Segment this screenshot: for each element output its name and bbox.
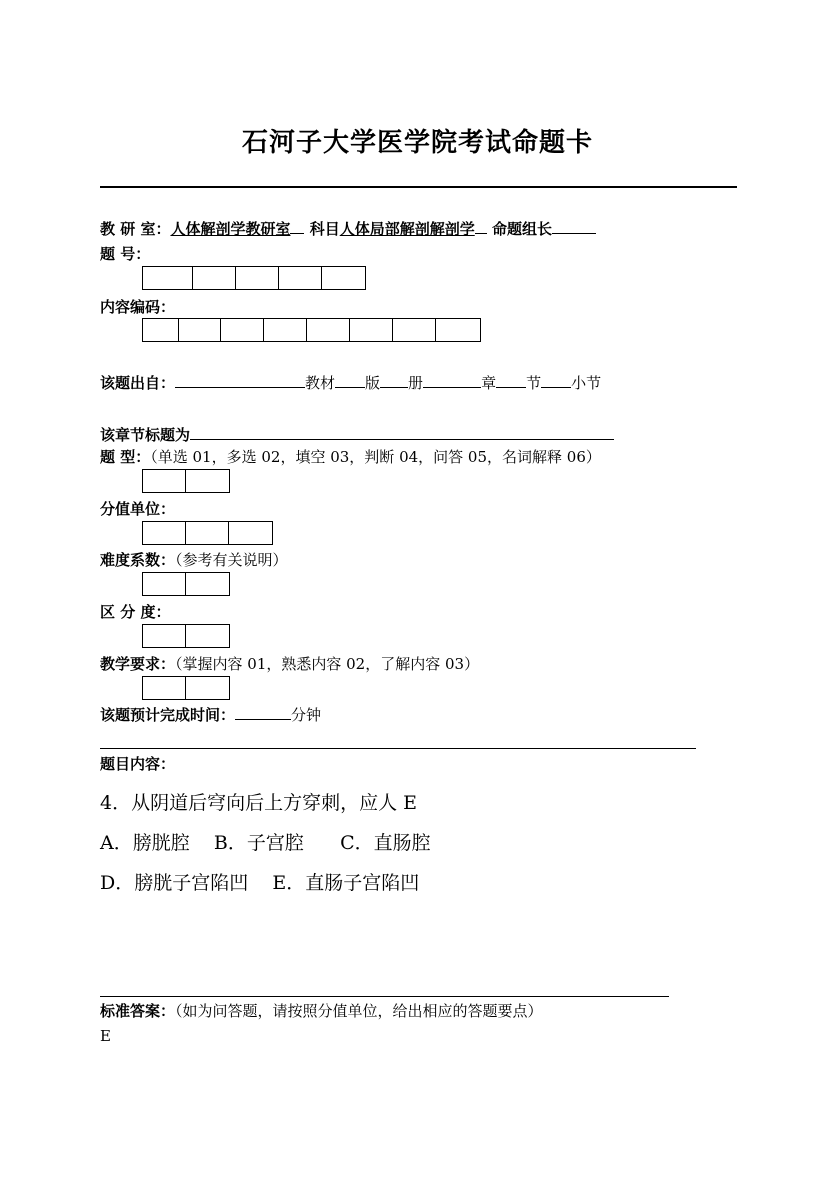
box-cell[interactable]: [236, 267, 279, 289]
box-cell[interactable]: [186, 625, 229, 647]
edition-field[interactable]: [380, 373, 408, 388]
source-field[interactable]: [175, 373, 305, 388]
volume-text: 册: [408, 374, 424, 392]
title-divider: [100, 186, 737, 188]
subject-value: 人体局部解剖解剖学: [339, 220, 475, 238]
box-cell[interactable]: [186, 522, 228, 544]
question-type-label: 题 型：: [100, 448, 151, 466]
source-row: [100, 372, 601, 393]
question-options-line2: D．膀胱子宫陷凹 E．直肠子宫陷凹: [100, 872, 420, 894]
header-row: [100, 218, 596, 239]
box-cell[interactable]: [186, 470, 229, 492]
box-cell[interactable]: [143, 677, 186, 699]
time-unit: 分钟: [291, 706, 322, 724]
chapter-title-label: 该章节标题为: [100, 426, 191, 444]
box-cell[interactable]: [143, 319, 179, 341]
box-cell[interactable]: [143, 625, 186, 647]
subject-label: 科目: [309, 220, 340, 238]
discrimination-label: 区 分 度：: [100, 603, 171, 621]
question-type-boxes[interactable]: [142, 469, 230, 493]
box-cell[interactable]: [143, 522, 186, 544]
answer-row: [100, 1000, 543, 1021]
chapter-title-row: [100, 424, 614, 445]
answer-note: （如为问答题，请按照分值单位，给出相应的答题要点）: [175, 1002, 543, 1020]
box-cell[interactable]: [279, 267, 322, 289]
subsection-text: 小节: [571, 374, 602, 392]
answer-divider: [100, 996, 669, 997]
box-cell[interactable]: [143, 267, 193, 289]
textbook-field[interactable]: [335, 373, 365, 388]
box-cell[interactable]: [436, 319, 480, 341]
section-divider: [100, 748, 696, 749]
question-content-label: 题目内容：: [100, 755, 176, 773]
teaching-req-boxes[interactable]: [142, 676, 230, 700]
question-options-line1: A．膀胱腔 B．子宫腔 C．直肠腔: [100, 832, 431, 854]
question-stem: 4．从阴道后穹向后上方穿刺，应人 E: [100, 792, 417, 814]
chapter-title-field[interactable]: [190, 425, 614, 440]
discrimination-boxes[interactable]: [142, 624, 230, 648]
box-cell[interactable]: [229, 522, 272, 544]
box-cell[interactable]: [322, 267, 365, 289]
question-type-row: [100, 446, 601, 467]
content-code-boxes[interactable]: [142, 318, 481, 342]
page-title: 石河子大学医学院考试命题卡: [241, 128, 593, 158]
box-cell[interactable]: [186, 573, 229, 595]
department-label: 教 研 室：: [100, 220, 171, 238]
group-leader-field[interactable]: [552, 219, 596, 234]
section-text: 节: [526, 374, 542, 392]
chapter-field[interactable]: [496, 373, 526, 388]
teaching-req-note: （掌握内容 01，熟悉内容 02，了解内容 03）: [175, 655, 480, 673]
answer-label: 标准答案：: [100, 1002, 176, 1020]
box-cell[interactable]: [264, 319, 307, 341]
question-no-boxes[interactable]: [142, 266, 366, 290]
box-cell[interactable]: [193, 267, 236, 289]
box-cell[interactable]: [307, 319, 350, 341]
teaching-req-label: 教学要求：: [100, 655, 176, 673]
box-cell[interactable]: [143, 573, 186, 595]
volume-field[interactable]: [423, 373, 481, 388]
group-leader-label: 命题组长: [491, 220, 552, 238]
score-unit-label: 分值单位：: [100, 500, 176, 518]
box-cell[interactable]: [179, 319, 221, 341]
question-type-note: （单选 01，多选 02，填空 03，判断 04，问答 05，名词解释 06）: [150, 448, 601, 466]
department-value: 人体解剖学教研室: [170, 220, 291, 238]
time-field[interactable]: [235, 705, 291, 720]
answer-value: E: [100, 1027, 111, 1045]
difficulty-label: 难度系数：: [100, 551, 176, 569]
box-cell[interactable]: [350, 319, 393, 341]
difficulty-boxes[interactable]: [142, 572, 230, 596]
teaching-req-row: [100, 653, 479, 674]
box-cell[interactable]: [186, 677, 229, 699]
edition-text: 版: [365, 374, 381, 392]
question-no-label: 题 号：: [100, 245, 151, 263]
section-field[interactable]: [541, 373, 571, 388]
chapter-text: 章: [481, 374, 497, 392]
source-label: 该题出自：: [100, 374, 176, 392]
time-label: 该题预计完成时间：: [100, 706, 236, 724]
box-cell[interactable]: [393, 319, 437, 341]
box-cell[interactable]: [143, 470, 186, 492]
box-cell[interactable]: [221, 319, 265, 341]
difficulty-note: （参考有关说明）: [175, 551, 288, 569]
score-unit-boxes[interactable]: [142, 521, 273, 545]
time-row: [100, 704, 321, 725]
content-code-label: 内容编码：: [100, 298, 176, 316]
textbook-text: 教材: [305, 374, 336, 392]
difficulty-row: [100, 549, 288, 570]
